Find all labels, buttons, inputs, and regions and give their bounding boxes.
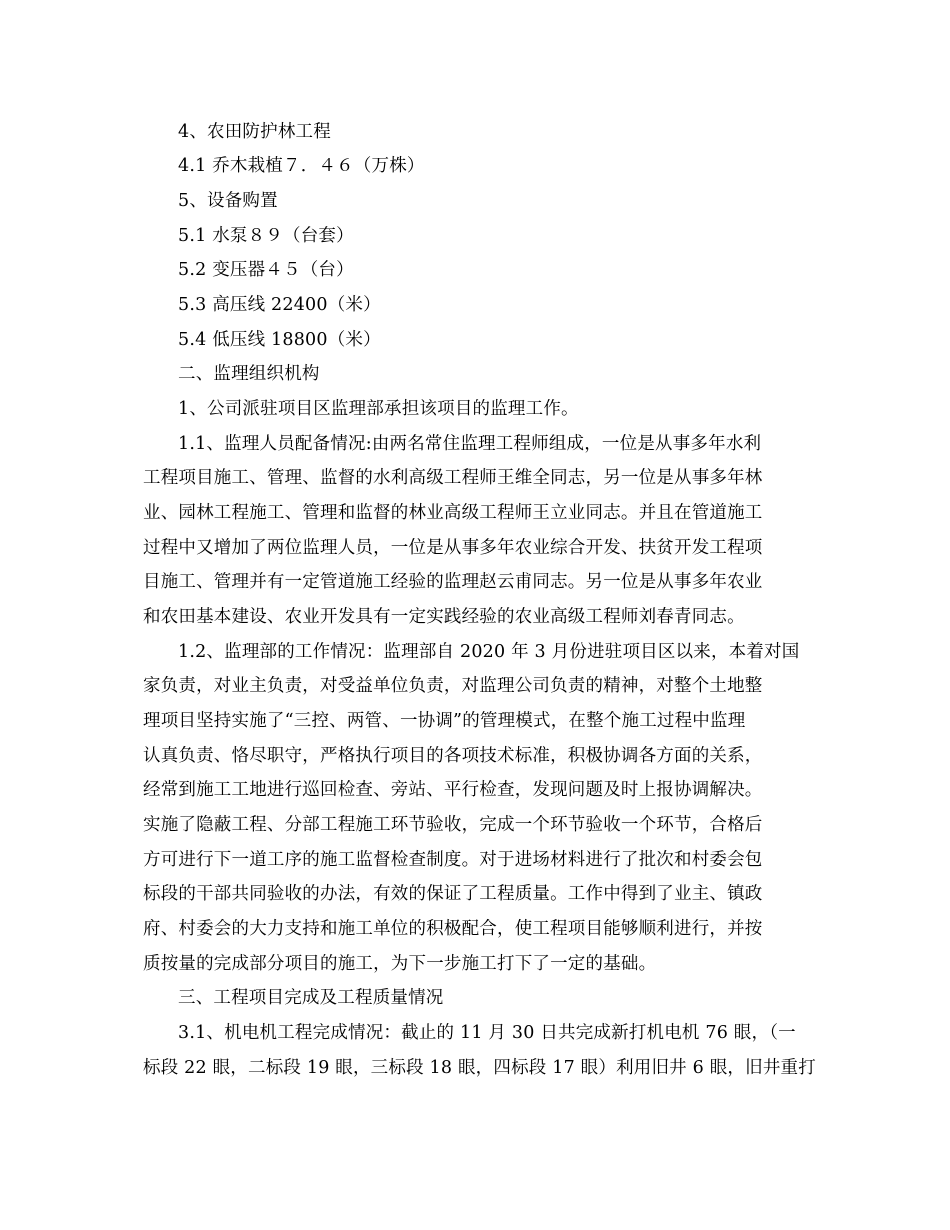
- text-line: 家负责，对业主负责，对受益单位负责，对监理公司负责的精神，对整个土地整: [143, 676, 763, 696]
- text-line: 1、公司派驻项目区监理部承担该项目的监理工作。: [178, 399, 579, 419]
- text-line: 1.1、监理人员配备情况:由两名常住监理工程师组成，一位是从事多年水利: [178, 434, 762, 454]
- text-line: 4.1 乔木栽植７．４６（万株）: [178, 156, 425, 176]
- text-line: 和农田基本建设、农业开发具有一定实践经验的农业高级工程师刘春青同志。: [143, 607, 745, 627]
- text-line: 4、农田防护林工程: [178, 122, 331, 142]
- text-line: 过程中又增加了两位监理人员，一位是从事多年农业综合开发、扶贫开发工程项: [143, 538, 763, 558]
- text-line: 标段 22 眼，二标段 19 眼，三标段 18 眼，四标段 17 眼）利用旧井 6 眼，旧井重打: [143, 1058, 816, 1078]
- text-line: 质按量的完成部分项目的施工，为下一步施工打下了一定的基础。: [143, 954, 657, 974]
- text-line: 5.1 水泵８９（台套）: [178, 226, 354, 246]
- section-heading: 三、工程项目完成及工程质量情况: [178, 988, 444, 1008]
- text-line: 经常到施工工地进行巡回检查、旁站、平行检查，发现问题及时上报协调解决。: [143, 780, 763, 800]
- text-line: 认真负责、恪尽职守，严格执行项目的各项技术标准，积极协调各方面的关系，: [143, 746, 763, 766]
- text-line: 目施工、管理并有一定管道施工经验的监理赵云甫同志。另一位是从事多年农业: [143, 572, 763, 592]
- text-line: 5、设备购置: [178, 191, 278, 211]
- text-line: 业、园林工程施工、管理和监督的林业高级工程师王立业同志。并且在管道施工: [143, 503, 763, 523]
- text-line: 3.1、机电机工程完成情况：截止的 11 月 30 日共完成新打机电机 76 眼，（一: [178, 1023, 796, 1043]
- text-line: 标段的干部共同验收的办法，有效的保证了工程质量。工作中得到了业主、镇政: [143, 884, 763, 904]
- text-line: 方可进行下一道工序的施工监督检查制度。对于进场材料进行了批次和村委会包: [143, 850, 763, 870]
- text-line: 理项目坚持实施了“三控、两管、一协调”的管理模式，在整个施工过程中监理: [143, 711, 746, 731]
- text-line: 5.3 高压线 22400（米）: [178, 295, 381, 315]
- text-line: 5.2 变压器４５（台）: [178, 260, 354, 280]
- text-line: 1.2、监理部的工作情况：监理部自 2020 年 3 月份进驻项目区以来，本着对国: [178, 642, 800, 662]
- text-line: 工程项目施工、管理、监督的水利高级工程师王维全同志，另一位是从事多年林: [143, 468, 763, 488]
- section-heading: 二、监理组织机构: [178, 364, 320, 384]
- text-line: 实施了隐蔽工程、分部工程施工环节验收，完成一个环节验收一个环节，合格后: [143, 815, 763, 835]
- text-line: 府、村委会的大力支持和施工单位的积极配合，使工程项目能够顺利进行，并按: [143, 919, 763, 939]
- text-line: 5.4 低压线 18800（米）: [178, 330, 381, 350]
